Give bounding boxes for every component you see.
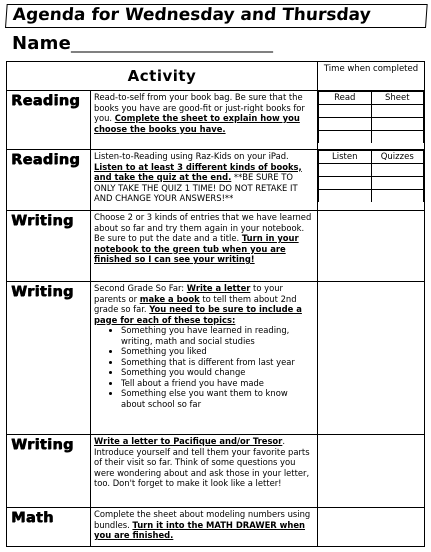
table-row bbox=[7, 91, 425, 150]
time-blank bbox=[319, 190, 372, 203]
topic-list bbox=[94, 325, 314, 409]
description-text: Choose 2 or 3 kinds of entries that we have learned about so far and try them again in your notebook. Be sure to put the date and a title. bbox=[94, 212, 312, 243]
description-emphasis: Turn it into the MATH DRAWER when you are finished. bbox=[94, 519, 306, 540]
subject-math: Math bbox=[7, 508, 91, 547]
name-blank: _______________________________ bbox=[70, 37, 273, 53]
list-item: • Tell about a friend you have made bbox=[121, 378, 314, 389]
time-subtable bbox=[318, 150, 424, 202]
time-subtable bbox=[318, 91, 424, 143]
time-blank bbox=[319, 105, 372, 118]
description-emphasis: Turn in your notebook to the green tub when you are finished so I can see your writing! bbox=[94, 233, 299, 264]
activity-description bbox=[91, 91, 318, 150]
page-title: Agenda for Wednesday and Thursday bbox=[5, 4, 428, 28]
time-blank bbox=[371, 118, 424, 131]
activity-header: Activity bbox=[7, 62, 318, 91]
table-row bbox=[7, 211, 425, 282]
description-text: Complete the sheet about modeling numbers using bundles. bbox=[94, 509, 311, 530]
description-emphasis: Listen to at least 3 different kinds of books, and take the quiz at the end. bbox=[94, 161, 302, 182]
description-text: Read-to-self from your book bag. Be sure that the books you have are good-fit or just-right books for you. bbox=[94, 92, 305, 123]
header-row bbox=[7, 62, 425, 91]
subject-writing: Writing bbox=[7, 282, 91, 435]
activity-description bbox=[91, 435, 318, 508]
time-blank bbox=[319, 177, 372, 190]
list-item: • Something you liked bbox=[121, 346, 314, 357]
subject-reading: Reading bbox=[7, 91, 91, 150]
activity-description bbox=[91, 211, 318, 282]
time-label-listen: Listen bbox=[319, 151, 372, 164]
time-completed-cell bbox=[318, 282, 425, 435]
time-completed-cell bbox=[318, 91, 425, 150]
agenda-table bbox=[6, 61, 425, 547]
subject-reading: Reading bbox=[7, 150, 91, 211]
time-blank bbox=[371, 105, 424, 118]
table-row bbox=[7, 150, 425, 211]
time-blank bbox=[371, 164, 424, 177]
time-blank bbox=[319, 118, 372, 131]
list-item: • Something you would change bbox=[121, 367, 314, 378]
description-emphasis: You need to be sure to include a page for each of these topics: bbox=[94, 304, 302, 325]
time-label-sheet: Sheet bbox=[371, 92, 424, 105]
time-blank bbox=[371, 131, 424, 144]
activity-description bbox=[91, 508, 318, 547]
subject-writing: Writing bbox=[7, 435, 91, 508]
activity-description bbox=[91, 150, 318, 211]
description-emphasis: Complete the sheet to explain how you choose the books you have. bbox=[94, 113, 300, 134]
time-header: Time when completed bbox=[318, 62, 425, 91]
subject-writing: Writing bbox=[7, 211, 91, 282]
time-blank bbox=[371, 190, 424, 203]
name-label: Name bbox=[12, 33, 71, 54]
time-completed-cell bbox=[318, 508, 425, 547]
table-row bbox=[7, 282, 425, 435]
time-blank bbox=[319, 131, 372, 144]
description-emphasis: make a book bbox=[139, 293, 200, 304]
time-completed-cell bbox=[318, 150, 425, 211]
list-item: • Something else you want them to know about school so far bbox=[121, 388, 314, 409]
description-emphasis: Write a letter to Pacifique and/or Tresor bbox=[94, 436, 283, 446]
time-label-read: Read bbox=[319, 92, 372, 105]
description-text: Listen-to-Reading using Raz-Kids on your iPad. bbox=[94, 151, 289, 161]
description-text: . Introduce yourself and tell them your favorite parts of their visit so far. Think of some questions you were wondering about and ask those in your letter, too. Don't forget to make it look like a letter! bbox=[94, 436, 310, 488]
time-blank bbox=[371, 177, 424, 190]
table-row bbox=[7, 435, 425, 508]
description-emphasis: Write a letter bbox=[186, 283, 251, 293]
time-label-quizzes: Quizzes bbox=[371, 151, 424, 164]
name-field bbox=[12, 33, 272, 54]
time-completed-cell bbox=[318, 435, 425, 508]
list-item: • Something you have learned in reading, writing, math and social studies bbox=[121, 325, 314, 346]
activity-description bbox=[91, 282, 318, 435]
description-text: to your parents or bbox=[94, 283, 283, 304]
description-text: to tell them about 2nd grade so far. bbox=[94, 293, 297, 314]
time-completed-cell bbox=[318, 211, 425, 282]
description-text: **BE SURE TO ONLY TAKE THE QUIZ 1 TIME! DO NOT RETAKE IT AND CHANGE YOUR ANSWERS!** bbox=[94, 172, 298, 203]
table-row bbox=[7, 508, 425, 547]
description-text: Second Grade So Far: bbox=[94, 283, 187, 293]
time-blank bbox=[319, 164, 372, 177]
list-item: • Something that is different from last year bbox=[121, 357, 314, 368]
